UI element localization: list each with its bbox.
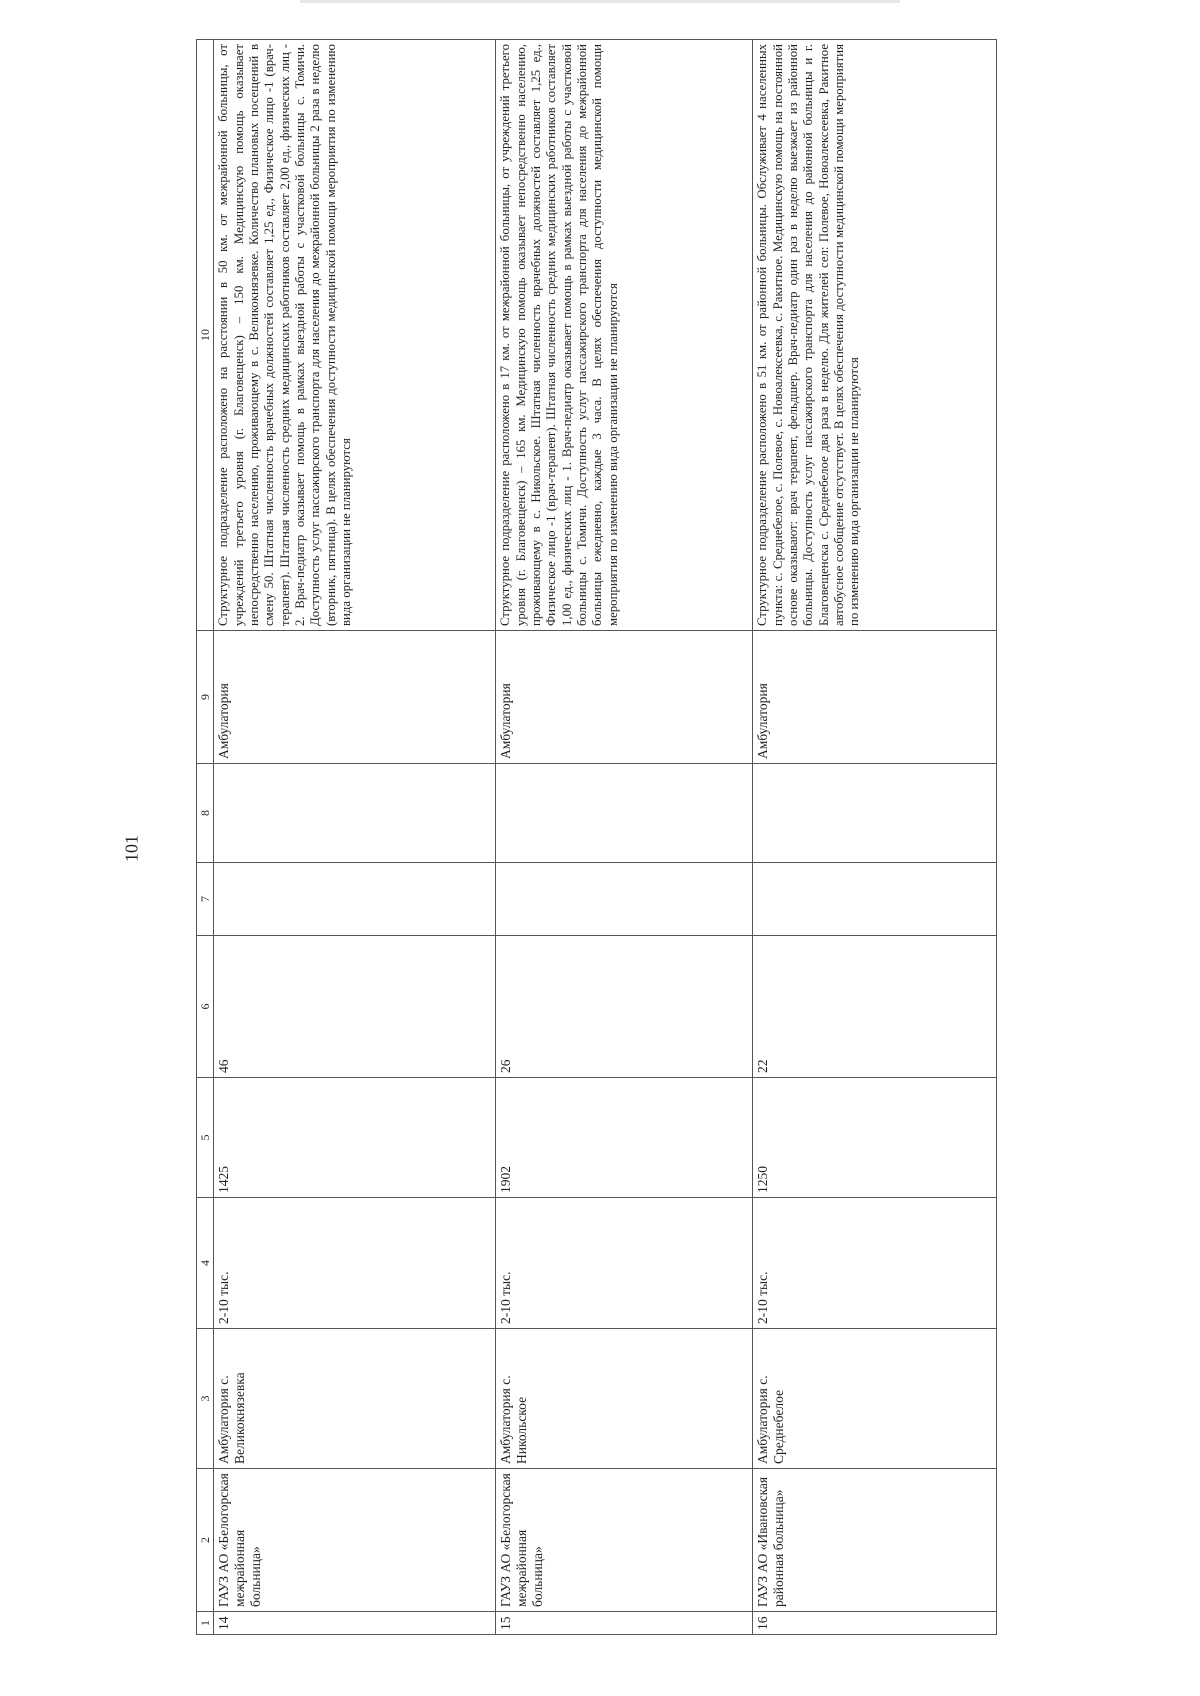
served-population: 1425 <box>214 1078 496 1198</box>
unit-type: Амбулатория <box>496 631 753 764</box>
row-number: 15 <box>496 1612 753 1635</box>
unit-name: Амбулатория с. Среднебелое <box>753 1329 997 1469</box>
header-cell-3: 3 <box>197 1329 214 1469</box>
unit-name: Амбулатория с. Великокнязевка <box>214 1329 496 1469</box>
column-8-value <box>753 764 997 863</box>
population-range: 2-10 тыс. <box>214 1198 496 1329</box>
unit-type: Амбулатория <box>214 631 496 764</box>
unit-description: Структурное подразделение расположено на расстоянии в 50 км. от межрайонной больницы, от учреждений третьего уровня (г. Благовещенск) – 150 км. Медицинскую помощь оказывает непосредственно населению, проживающему в с. Великокнязевке. Количество плановых посещений в смену 50. Штатная численность врачебных должностей составляет 1,25 ед., Физическое лицо -1 (врач-терапевт). Штатная численность средних медицинских работников составляет 2,00 ед., физических лиц - 2. Врач-педиатр оказывает помощь в рамках выездной работы с участковой больницы с. Томичи. Доступность услуг пассажирского транспорта для населения до межрайонной больницы 2 раза в неделю (вторник, пятница). В целях обеспечения доступности медицинской помощи мероприятия по изменению вида организации не планируются <box>214 40 496 631</box>
unit-description: Структурное подразделение расположено в 51 км. от районной больницы. Обслуживает 4 населенных пункта: с. Среднебелое, с. Полевое, с. Новоалексеевка, с. Ракитное. Медицинскую помощь на постоянной основе оказывают: врач терапевт, фельдшер. Врач-педиатр один раз в неделю выезжает из районной больницы. Доступность услуг пассажирского транспорта для населения до районной больницы и г. Благовещенска с. Среднебелое два раза в неделю. Для жителей сел: Полевое, Новоалексеевка, Ракитное автобусное сообщение отсутствует. В целях обеспечения доступности медицинской помощи мероприятия по изменению вида организации не планируются <box>753 40 997 631</box>
column-8-value <box>214 764 496 863</box>
header-row <box>197 40 214 1635</box>
header-cell-6: 6 <box>197 936 214 1078</box>
organization-name: ГАУЗ АО «Белогорская межрайонная больница» <box>496 1469 753 1612</box>
page-number: 101 <box>121 835 142 862</box>
medical-units-table <box>196 39 997 1635</box>
column-7-value <box>753 863 997 936</box>
header-cell-9: 9 <box>197 631 214 764</box>
unit-type: Амбулатория <box>753 631 997 764</box>
column-6-value: 26 <box>496 936 753 1078</box>
header-cell-1: 1 <box>197 1612 214 1635</box>
header-cell-5: 5 <box>197 1078 214 1198</box>
table-row <box>214 40 496 1635</box>
table-row <box>496 40 753 1635</box>
column-6-value: 46 <box>214 936 496 1078</box>
column-6-value: 22 <box>753 936 997 1078</box>
header-cell-10: 10 <box>197 40 214 631</box>
row-number: 16 <box>753 1612 997 1635</box>
organization-name: ГАУЗ АО «Ивановская районная больница» <box>753 1469 997 1612</box>
unit-name: Амбулатория с. Никольское <box>496 1329 753 1469</box>
header-cell-8: 8 <box>197 764 214 863</box>
table-row <box>753 40 997 1635</box>
row-number: 14 <box>214 1612 496 1635</box>
column-8-value <box>496 764 753 863</box>
organization-name: ГАУЗ АО «Белогорская межрайонная больница» <box>214 1469 496 1612</box>
rotated-table-wrapper <box>196 44 1066 1635</box>
header-cell-2: 2 <box>197 1469 214 1612</box>
served-population: 1902 <box>496 1078 753 1198</box>
header-cell-7: 7 <box>197 863 214 936</box>
scan-edge-mark <box>300 0 900 3</box>
column-7-value <box>496 863 753 936</box>
header-cell-4: 4 <box>197 1198 214 1329</box>
unit-description: Структурное подразделение расположено в 17 км. от межрайонной больницы, от учреждений третьего уровня (г. Благовещенск) – 165 км. Медицинскую помощь оказывает непосредственно населению, проживающему в с. Никольское. Штатная численность врачебных должностей составляет 1,25 ед., Физическое лицо -1 (врач-терапевт). Штатная численность средних медицинских работников составляет 1,00 ед., физических лиц - 1. Врач-педиатр оказывает помощь в рамках выездной работы с участковой больницы с. Томичи. Доступность услуг пассажирского транспорта для населения до межрайонной больницы ежедневно, каждые 3 часа. В целях обеспечения доступности медицинской помощи мероприятия по изменению вида организации не планируются <box>496 40 753 631</box>
population-range: 2-10 тыс. <box>496 1198 753 1329</box>
population-range: 2-10 тыс. <box>753 1198 997 1329</box>
column-7-value <box>214 863 496 936</box>
served-population: 1250 <box>753 1078 997 1198</box>
